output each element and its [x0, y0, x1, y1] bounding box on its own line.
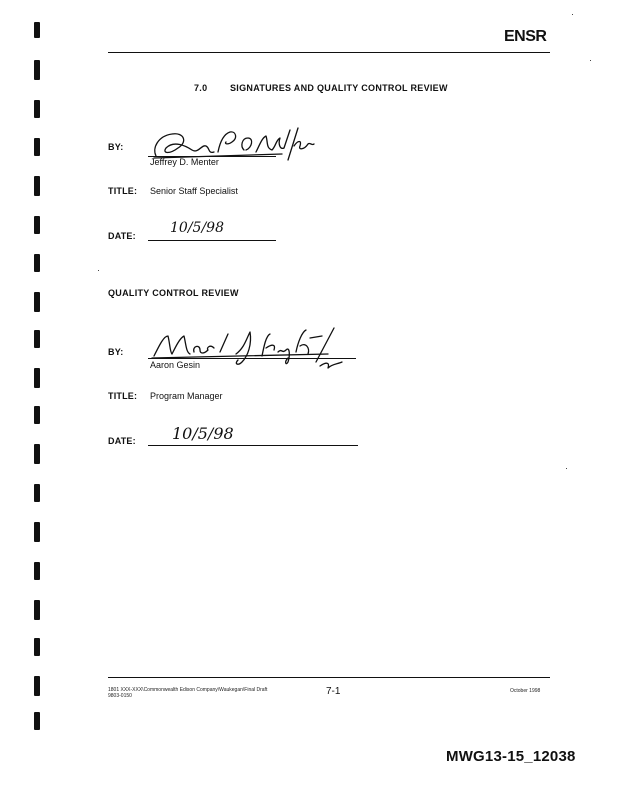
by-label: BY: [108, 142, 124, 152]
footer-date: October 1998 [510, 688, 541, 694]
qc-review-heading: QUALITY CONTROL REVIEW [108, 288, 239, 298]
qc-signature-line [148, 358, 356, 359]
footer-project-info [108, 687, 328, 699]
date-line [148, 240, 276, 241]
handwritten-date: 10/5/98 [170, 220, 224, 236]
qc-date-label: DATE: [108, 436, 136, 446]
page-number: 7-1 [326, 686, 341, 697]
title-label: TITLE: [108, 186, 138, 196]
title-value: Senior Staff Specialist [150, 186, 238, 196]
qc-signer-name: Aaron Gesin [150, 360, 201, 370]
footer-rule [108, 677, 550, 678]
qc-handwritten-date: 10/5/98 [172, 424, 234, 443]
bates-number: MWG13-15_12038 [446, 748, 576, 765]
qc-title-value: Program Manager [150, 391, 223, 401]
header-rule [108, 52, 550, 53]
qc-by-label: BY: [108, 347, 124, 357]
signer-name: Jeffrey D. Menter [150, 157, 219, 167]
footer-project-path: 1801 XXX-XXX\Commonwealth Edison Company\Waukegan\Final Draft [108, 687, 268, 693]
date-label: DATE: [108, 231, 136, 241]
section-title: SIGNATURES AND QUALITY CONTROL REVIEW [230, 83, 448, 93]
qc-title-label: TITLE: [108, 391, 138, 401]
qc-date-line [148, 445, 358, 446]
footer-project-number: 9803-0150 [108, 693, 132, 699]
company-logo: ENSR [504, 28, 547, 45]
section-number: 7.0 [194, 83, 208, 93]
